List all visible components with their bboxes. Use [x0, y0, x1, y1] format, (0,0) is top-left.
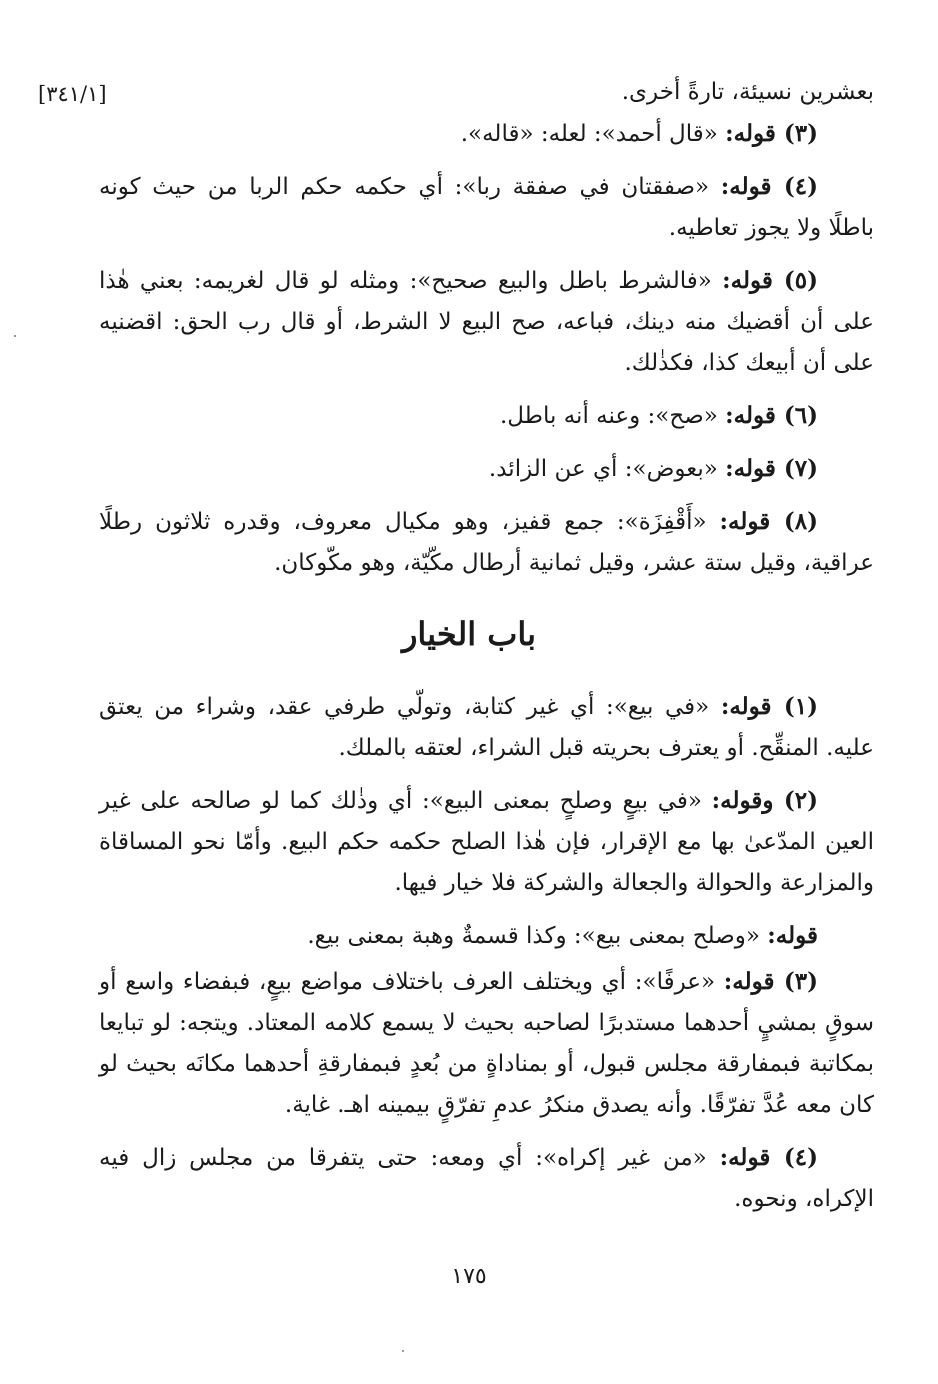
footnote-text: «في بيعٍ وصلحٍ بمعنى البيع»: أي وذٰلك كما لو صالحه على غير العين المدّعىٰ بها مع الإقرار، فإن هٰذا الصلح حكمه حكم البيع. وأمّا نحو المساقاة والمزارعة والحوالة والجعالة والشركة فلا خيار فيها.	[99, 788, 874, 896]
footnote-text: «أَقْفِزَة»: جمع قفيز، وهو مكيال معروف، وقدره ثلاثون رطلًا عراقية، وقيل ستة عشر، وقيل ثمانية أرطال مكّيّة، وهو مكّوكان.	[99, 509, 874, 576]
footnote-label: (٤) قوله:	[719, 1144, 818, 1171]
footnote-label: (٣) قوله:	[723, 968, 818, 995]
footnote-2-lower	[99, 780, 874, 904]
footnote-2-continuation	[99, 915, 874, 957]
footnote-6-upper	[99, 395, 874, 437]
footnote-4-lower	[99, 1137, 874, 1220]
footnote-text: «بعوض»: أي عن الزائد.	[488, 456, 726, 482]
footnote-text: «عرفًا»: أي ويختلف العرف باختلاف مواضع بيعٍ، فبفضاء واسع أو سوقٍ بمشيٍ أحدهما مستدبرًا لصاحبه بحيث لا يسمع كلامه المعتاد. ويتجه: لو تبايعا بمكاتبة فبمفارقة مجلس قبول، أو بمناداةٍ من بُعدٍ فبمفارقةِ أحدهما مكانَه بحيث لو كان معه عُدَّ تفرّقًا. وأنه يصدق منكرُ عدمِ تفرّقٍ بيمينه اهـ. غاية.	[99, 969, 874, 1118]
footnote-5-upper	[99, 260, 874, 384]
scan-speck	[402, 1350, 404, 1352]
lower-text-block	[99, 686, 874, 1220]
footnote-label: (٢) وقوله:	[711, 787, 818, 814]
footnote-text: «قال أحمد»: لعله: «قاله».	[460, 121, 726, 147]
footnote-text: «من غير إكراه»: أي ومعه: حتى يتفرقا من مجلس زال فيه الإكراه، ونحوه.	[99, 1145, 874, 1212]
section-heading: باب الخيار	[401, 615, 537, 653]
footnote-text: «صح»: وعنه أنه باطل.	[499, 403, 726, 429]
footnote-label: (١) قوله:	[720, 693, 818, 720]
scan-speck	[14, 335, 16, 337]
upper-text-block	[99, 72, 874, 584]
footnote-text: «صفقتان في صفقة ربا»: أي حكمه حكم الربا من حيث كونه باطلًا ولا يجوز تعاطيه.	[99, 174, 874, 241]
footnote-1-lower	[99, 686, 874, 769]
footnote-3-upper	[99, 113, 874, 155]
footnote-label: (٦) قوله:	[725, 402, 818, 429]
footnote-label: (٤) قوله:	[720, 173, 818, 200]
continuation-line: بعشرين نسيئة، تارةً أخرى.	[621, 79, 874, 105]
footnote-8-upper	[99, 501, 874, 584]
footnote-label: قوله:	[767, 922, 818, 949]
footnote-label: (٧) قوله:	[725, 455, 818, 482]
footnote-3-lower	[99, 961, 874, 1126]
footnote-text: «في بيع»: أي غير كتابة، وتولّي طرفي عقد، وشراء من يعتق عليه. المنقِّح. أو يعترف بحريته قبل الشراء، لعتقه بالملك.	[99, 694, 874, 761]
footnote-text: «فالشرط باطل والبيع صحيح»: ومثله لو قال لغريمه: بعني هٰذا على أن أقضيك منه دينك، فباعه، صح البيع لا الشرط، أو قال رب الحق: اقضنيه على أن أبيعك كذا، فكذٰلك.	[99, 268, 874, 376]
volume-page-reference: [٣٤١/١]	[38, 82, 107, 106]
footnote-label: (٨) قوله:	[719, 508, 818, 535]
footnote-label: (٣) قوله:	[725, 120, 818, 147]
footnote-7-upper	[99, 448, 874, 490]
footnote-text: «وصلح بمعنى بيع»: وكذا قسمةٌ وهبة بمعنى بيع.	[307, 923, 768, 949]
page-number: ١٧٥	[451, 1264, 487, 1289]
footnote-4-upper	[99, 166, 874, 249]
footnote-label: (٥) قوله:	[722, 267, 818, 294]
